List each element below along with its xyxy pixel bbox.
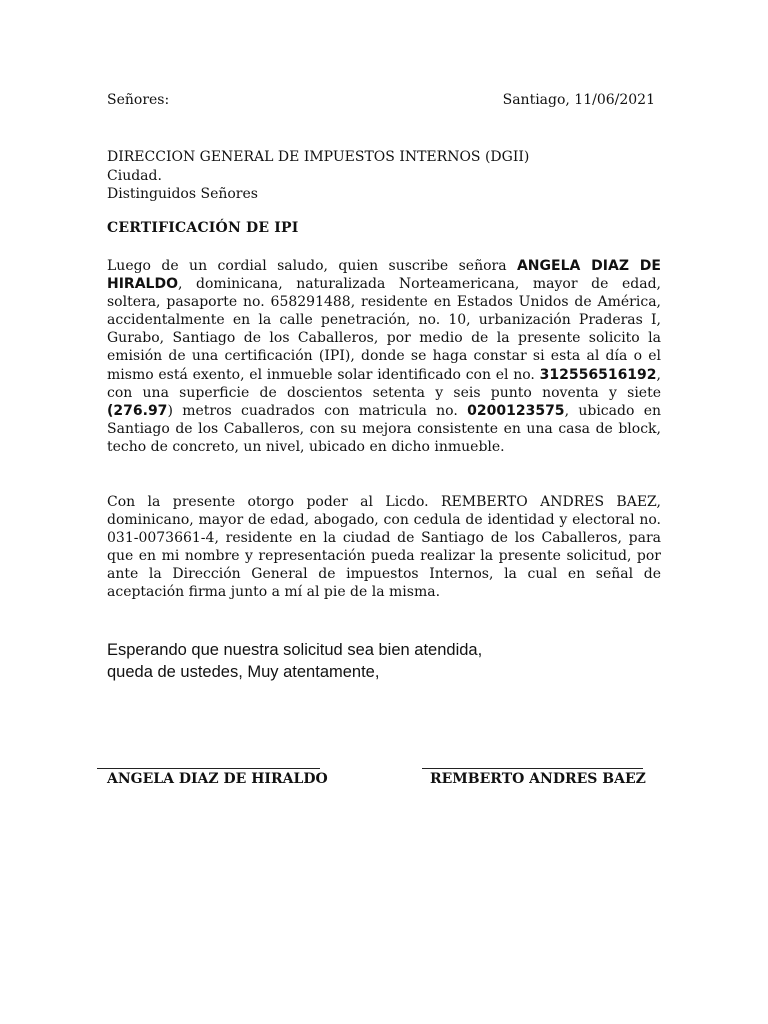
salutation: Señores: [107, 92, 170, 108]
solar-number: 312556516192 [539, 366, 657, 383]
place-date: Santiago, 11/06/2021 [502, 92, 655, 108]
closing-line-2: queda de ustedes, Muy atentamente, [107, 663, 380, 681]
paragraph-1-text-e: , ubicado en Santiago de los Caballeros, con su mejora consistente en una casa de block, techo de concreto, un nivel, ubicado en dicho inmueble. [107, 402, 661, 455]
signature-line-left [97, 768, 320, 769]
paragraph-1-text-d: ) metros cuadrados con matricula no. [167, 402, 468, 419]
area-value: (276.97 [107, 402, 168, 419]
body-paragraph-2: Con la presente otorgo poder al Licdo. REMBERTO ANDRES BAEZ, dominicano, mayor de edad, abogado, con cedula de identidad y electoral no. 031-0073661-4, residente en la ciudad de Santiago de los Caballeros, para que en mi nombre y representación pueda realizar la presente solicitud, por ante la Dirección General de impuestos Internos, la cual en señal de aceptación firma junto a mí al pie de la misma. [107, 494, 661, 601]
recipient-line-2: Ciudad. [107, 167, 162, 184]
document-title: CERTIFICACIÓN DE IPI [107, 220, 299, 236]
matricula-number: 0200123575 [467, 402, 565, 419]
signature-name-left: ANGELA DIAZ DE HIRALDO [107, 771, 328, 787]
closing-line-1: Esperando que nuestra solicitud sea bien atendida, [107, 641, 483, 659]
body-paragraph-1 [107, 257, 661, 456]
closing [107, 639, 482, 683]
signature-line-right [422, 768, 643, 769]
recipient-line-3: Distinguidos Señores [107, 186, 258, 202]
paragraph-1-text-b: , dominicana, naturalizada Norteamericana, mayor de edad, soltera, pasaporte no. 658291488, residente en Estados Unidos de América, accidentalmente en la calle penetración, no. 10, urbanización Praderas I, Gurabo, Santiago de los Caballeros, por medio de la presente solicito la emisión de una certificación (IPI), donde se haga constar si esta al día o el mismo está exento, el inmueble solar identificado con el no. [107, 276, 661, 383]
applicant-name: ANGELA DIAZ DE HIRALDO [107, 258, 661, 293]
recipient-address [107, 148, 667, 204]
signature-name-right: REMBERTO ANDRES BAEZ [430, 771, 646, 787]
paragraph-1-text-c: , con una superficie de doscientos setenta y seis punto noventa y siete [107, 366, 661, 401]
paragraph-1-text-a: Luego de un cordial saludo, quien suscribe señora [107, 258, 517, 274]
letter-header [107, 91, 655, 109]
recipient-line-1: DIRECCION GENERAL DE IMPUESTOS INTERNOS (DGII) [107, 149, 530, 165]
